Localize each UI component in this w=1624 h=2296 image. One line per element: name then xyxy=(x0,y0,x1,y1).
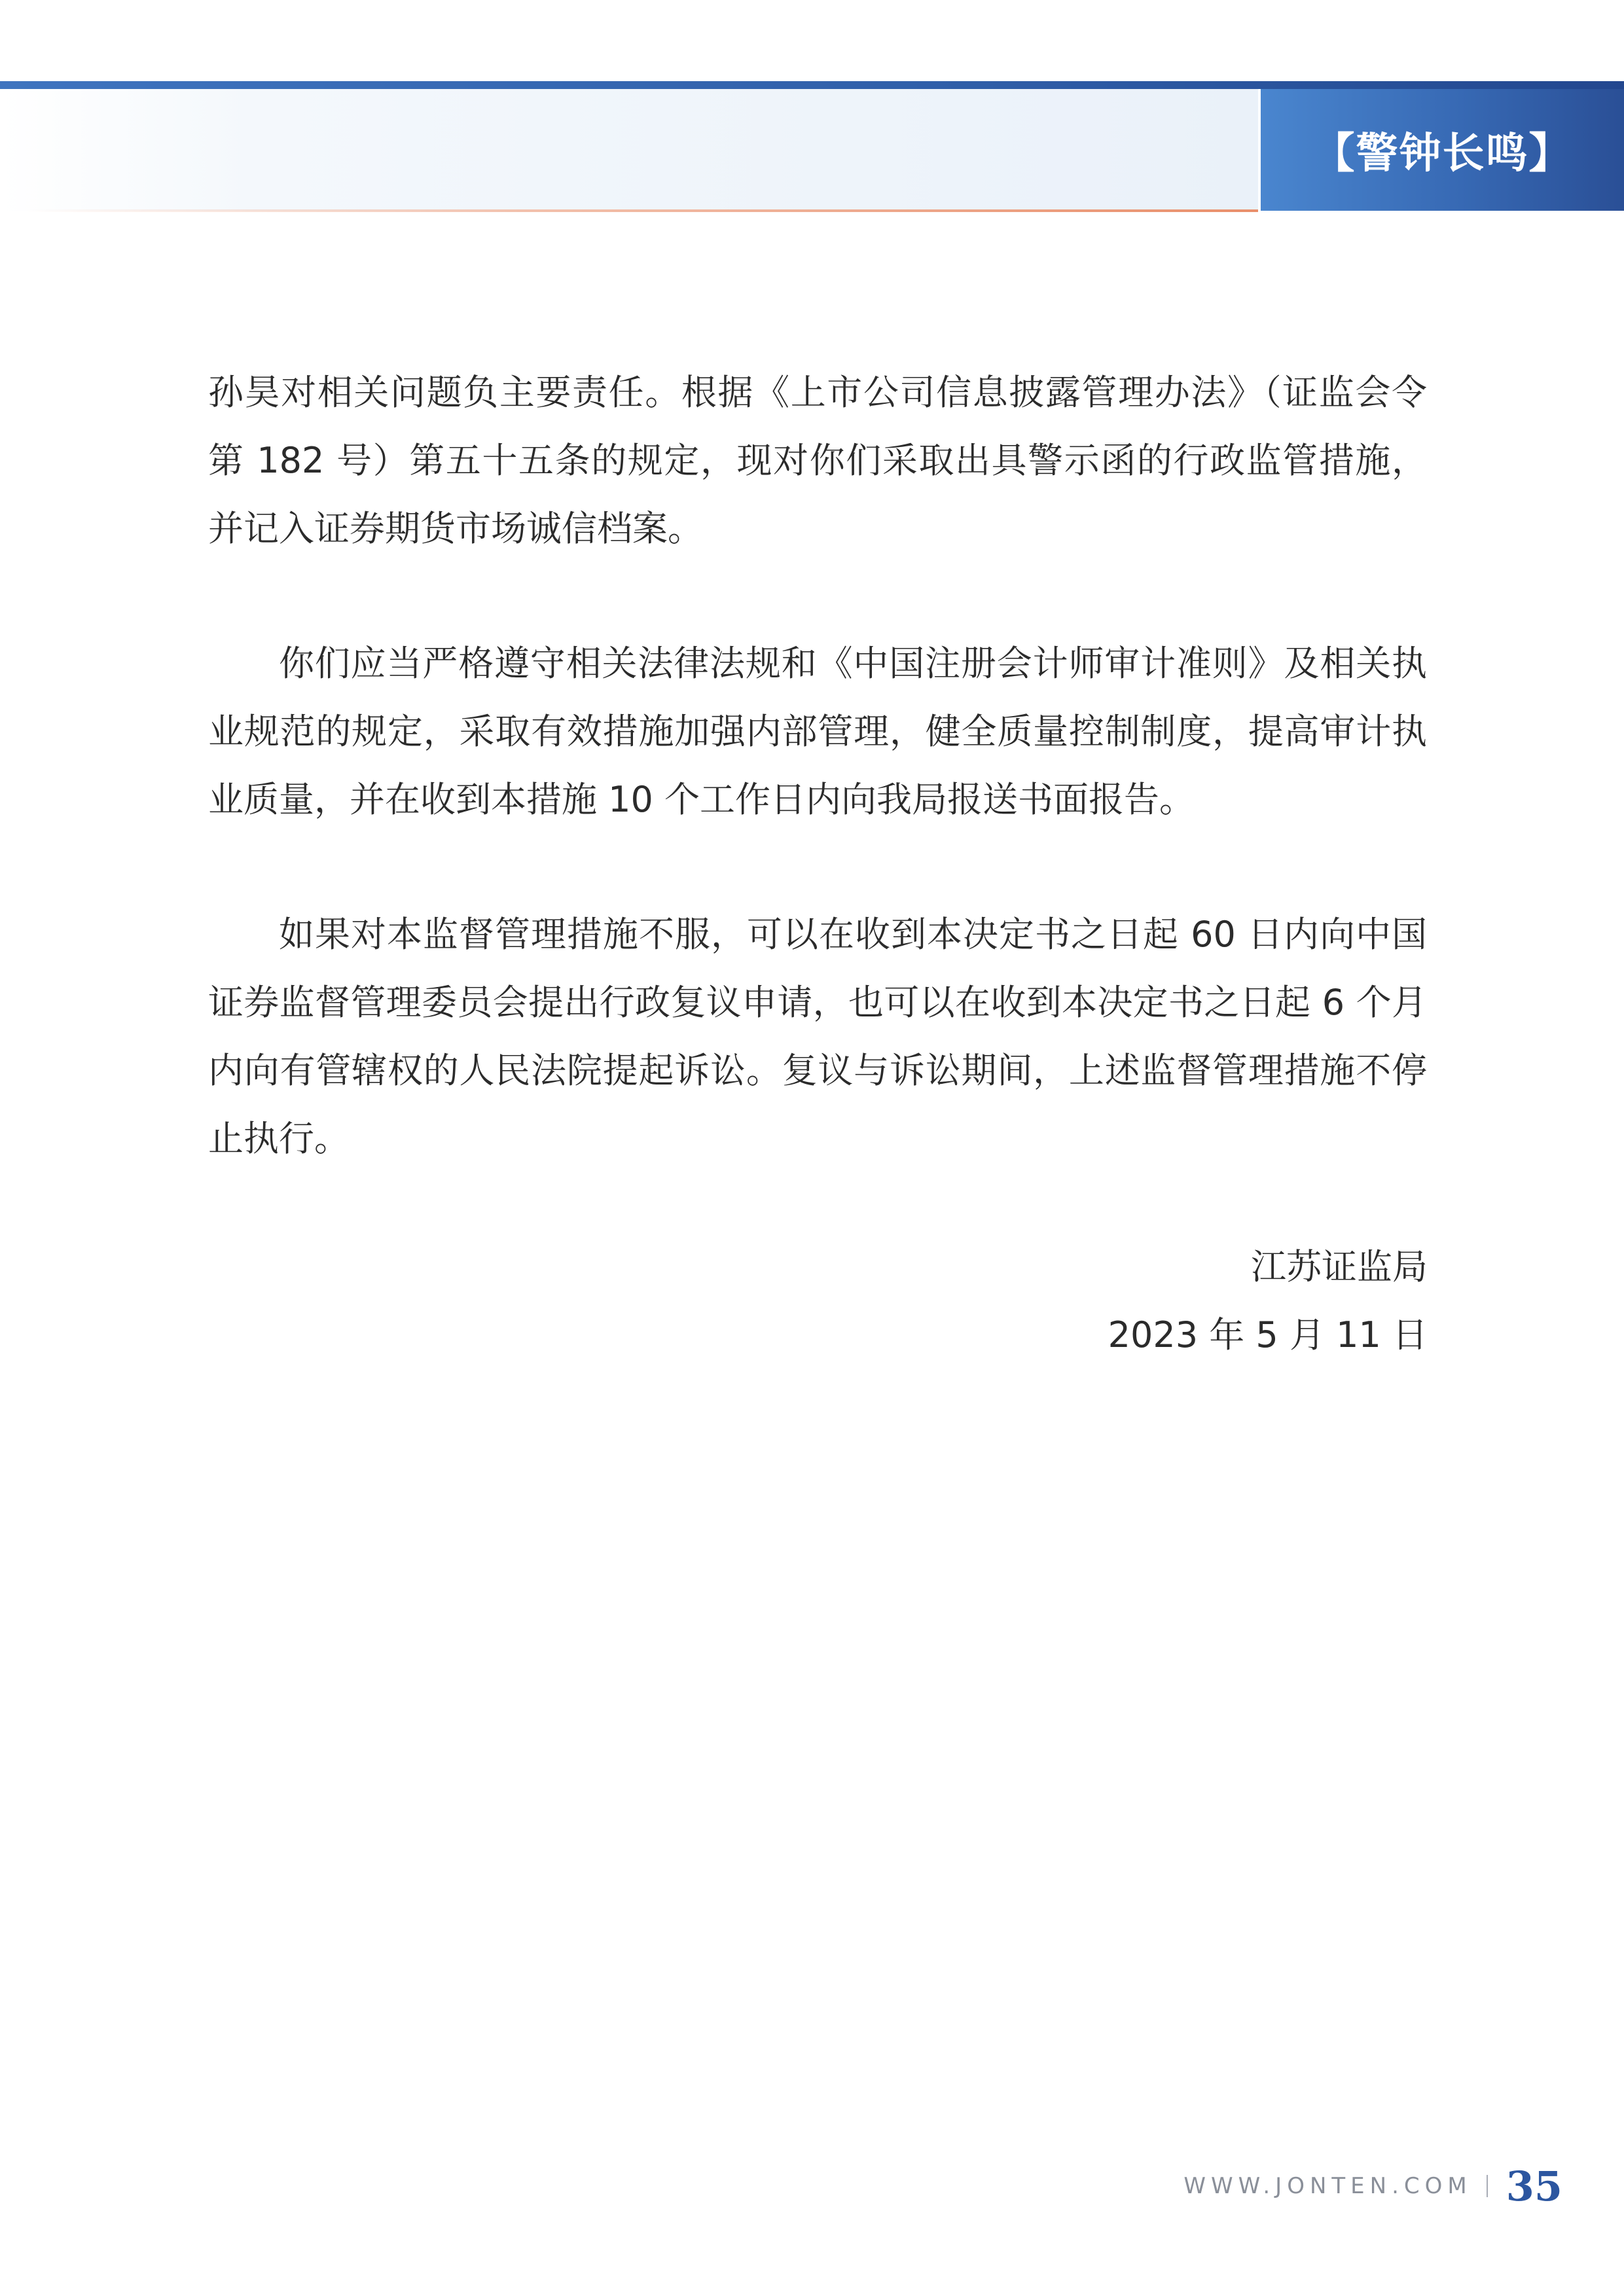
footer-website: WWW.JONTEN.COM xyxy=(1183,2173,1472,2199)
header-accent-line xyxy=(26,209,1258,212)
paragraph: 如果对本监督管理措施不服，可以在收到本决定书之日起 60 日内向中国证券监督管理委员会提出行政复议申请，也可以在收到本决定书之日起 6 个月内向有管辖权的人民法院提起诉讼。复议与诉讼期间，上述监督管理措施不停止执行。 xyxy=(208,914,1427,1159)
document-body xyxy=(208,359,1427,1240)
header-panel xyxy=(0,89,1258,211)
footer-divider xyxy=(1487,2175,1488,2197)
paragraph: 你们应当严格遵守相关法律法规和《中国注册会计师审计准则》及相关执业规范的规定，采取有效措施加强内部管理，健全质量控制制度，提高审计执业质量，并在收到本措施 10 个工作日内向我局报送书面报告。 xyxy=(208,643,1427,820)
signature-block xyxy=(1108,1233,1428,1369)
page-footer xyxy=(1183,2159,1562,2214)
issue-date: 2023 年 5 月 11 日 xyxy=(1108,1314,1428,1355)
section-tag: 【警钟长鸣】 xyxy=(1261,89,1624,211)
page-number: 35 xyxy=(1506,2162,1562,2210)
issuer-name: 江苏证监局 xyxy=(1251,1246,1428,1287)
header-top-rule xyxy=(0,81,1624,89)
paragraph: 孙昊对相关问题负主要责任。根据《上市公司信息披露管理办法》（证监会令第 182 号）第五十五条的规定，现对你们采取出具警示函的行政监管措施，并记入证券期货市场诚信档案。 xyxy=(208,372,1427,549)
